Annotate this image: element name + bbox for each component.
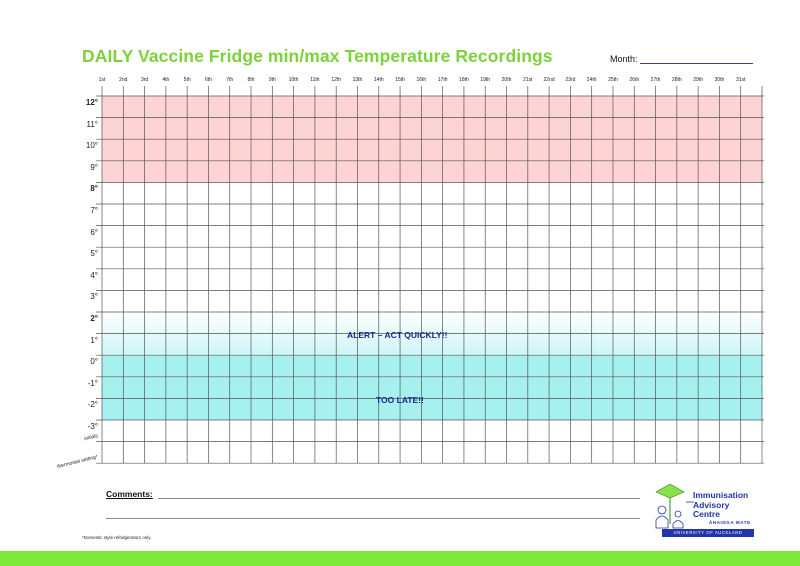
comments-line-1[interactable] <box>158 498 640 499</box>
temperature-label: 3° <box>90 292 98 302</box>
month-label: Month: <box>610 54 638 64</box>
temperature-label: 4° <box>90 270 98 280</box>
temperature-label: 10° <box>85 141 98 151</box>
temperature-label: -2° <box>87 400 98 410</box>
temperature-label: 7° <box>90 206 98 215</box>
day-label: 13th <box>352 77 363 83</box>
temperature-label: 5° <box>90 249 98 259</box>
comments-label: Comments: <box>106 489 153 499</box>
day-label: 11th <box>310 77 320 83</box>
alert-band-label: ALERT – ACT QUICKLY!! <box>347 330 448 340</box>
temperature-label: 0° <box>90 357 98 367</box>
day-label: 9th <box>268 77 276 83</box>
day-label: 5th <box>183 77 191 83</box>
temperature-label: 9° <box>90 162 98 172</box>
temperature-label: 2° <box>90 314 98 323</box>
logo-maori-text: ĀHAINGA MATE <box>709 520 751 525</box>
day-label: 16th <box>416 77 427 83</box>
day-label: 31st <box>735 77 746 83</box>
day-label: 12th <box>331 77 342 83</box>
day-label: 22nd <box>543 77 555 83</box>
temperature-label: 1° <box>90 335 98 345</box>
temperature-label: -1° <box>87 378 98 388</box>
day-label: 6th <box>204 77 212 83</box>
row-label: initials <box>83 432 99 443</box>
day-label: 23rd <box>565 77 576 83</box>
day-label: 25th <box>608 77 618 83</box>
footnote: *Domestic style refridgerators only. <box>82 535 152 540</box>
day-label: 24th <box>586 77 597 83</box>
day-label: 29th <box>693 77 703 83</box>
day-label: 19th <box>480 77 491 83</box>
comments-line-2[interactable] <box>106 518 640 519</box>
row-label: thermostat setting* <box>56 454 99 471</box>
day-label: 28th <box>671 77 682 83</box>
logo-text: Immunisation Advisory Centre <box>693 490 749 519</box>
bottom-bar <box>0 551 800 566</box>
day-label: 27th <box>650 77 661 83</box>
day-label: 26th <box>629 77 640 83</box>
day-label: 30th <box>714 77 725 83</box>
too-late-band-label: TOO LATE!! <box>376 395 424 405</box>
temperature-label: -3° <box>87 422 98 431</box>
temperature-label: 6° <box>90 227 98 237</box>
too-late-band <box>102 355 762 420</box>
page-title: DAILY Vaccine Fridge min/max Temperature Recordings <box>82 46 553 66</box>
logo-university-text: UNIVERSITY OF AUCKLAND <box>662 529 754 537</box>
day-label: 20th <box>501 77 512 83</box>
day-label: 8th <box>247 77 255 83</box>
day-label: 21st <box>523 77 533 83</box>
temperature-label: 12° <box>85 98 98 107</box>
day-label: 4th <box>162 77 170 83</box>
temperature-label: 11° <box>86 119 98 129</box>
day-label: 3rd <box>140 77 149 83</box>
day-label: 18th <box>459 77 469 83</box>
day-label: 15th <box>395 77 405 83</box>
day-label: 14th <box>373 77 384 83</box>
day-label: 17th <box>437 77 448 83</box>
day-label: 7th <box>226 77 234 83</box>
day-label: 1st <box>98 77 106 83</box>
day-label: 2nd <box>119 77 128 83</box>
day-label: 10th <box>288 77 299 83</box>
temperature-label: 8° <box>90 184 98 194</box>
